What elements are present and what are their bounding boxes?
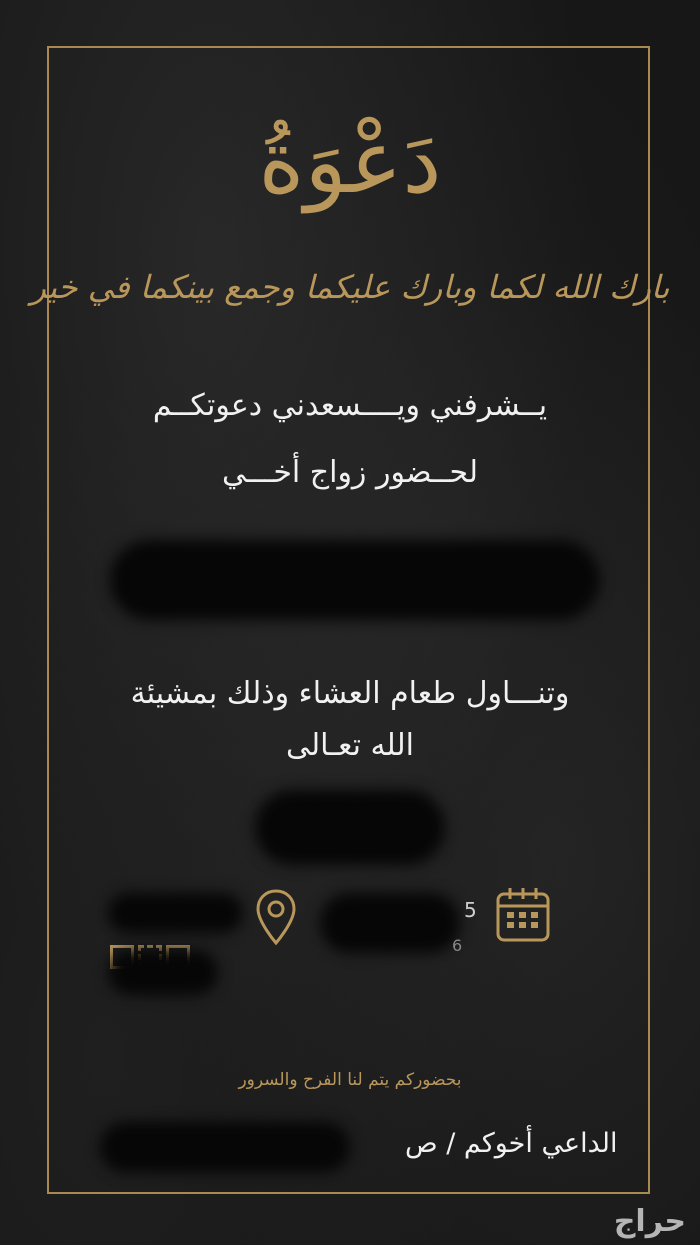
calendar-icon [495,886,551,944]
invite-line-2: لحــضور زواج أخـــي [221,455,479,490]
inviter-signature: الداعي أخوكم / ص [405,1128,618,1159]
invite-line-3: وتنـــاول طعام العشاء وذلك بمشيئة [130,676,570,711]
invitation-title: دَعْوَةُ [258,110,442,213]
redacted-location [108,893,243,933]
redacted-name [110,540,600,620]
date-partial-digit: 5 [464,898,477,922]
date-partial-digit-2: 6 [452,936,463,955]
invite-line-1: يــشرفني ويــــسعدني دعوتكــم [152,388,548,423]
blessing-calligraphy: بارك الله لكما وبارك عليكما وجمع بينكما في خير [30,268,670,306]
location-pin-icon [254,888,298,946]
footer-note: بحضوركم يتم لنا الفرح والسرور [238,1070,462,1090]
redacted-inviter-name [100,1122,350,1172]
redacted-qr [108,950,218,995]
haraj-watermark: حراج [613,1204,686,1239]
redacted-date [320,893,463,955]
invite-line-4: الله تعـالى [286,728,414,763]
redacted-details [255,790,445,865]
